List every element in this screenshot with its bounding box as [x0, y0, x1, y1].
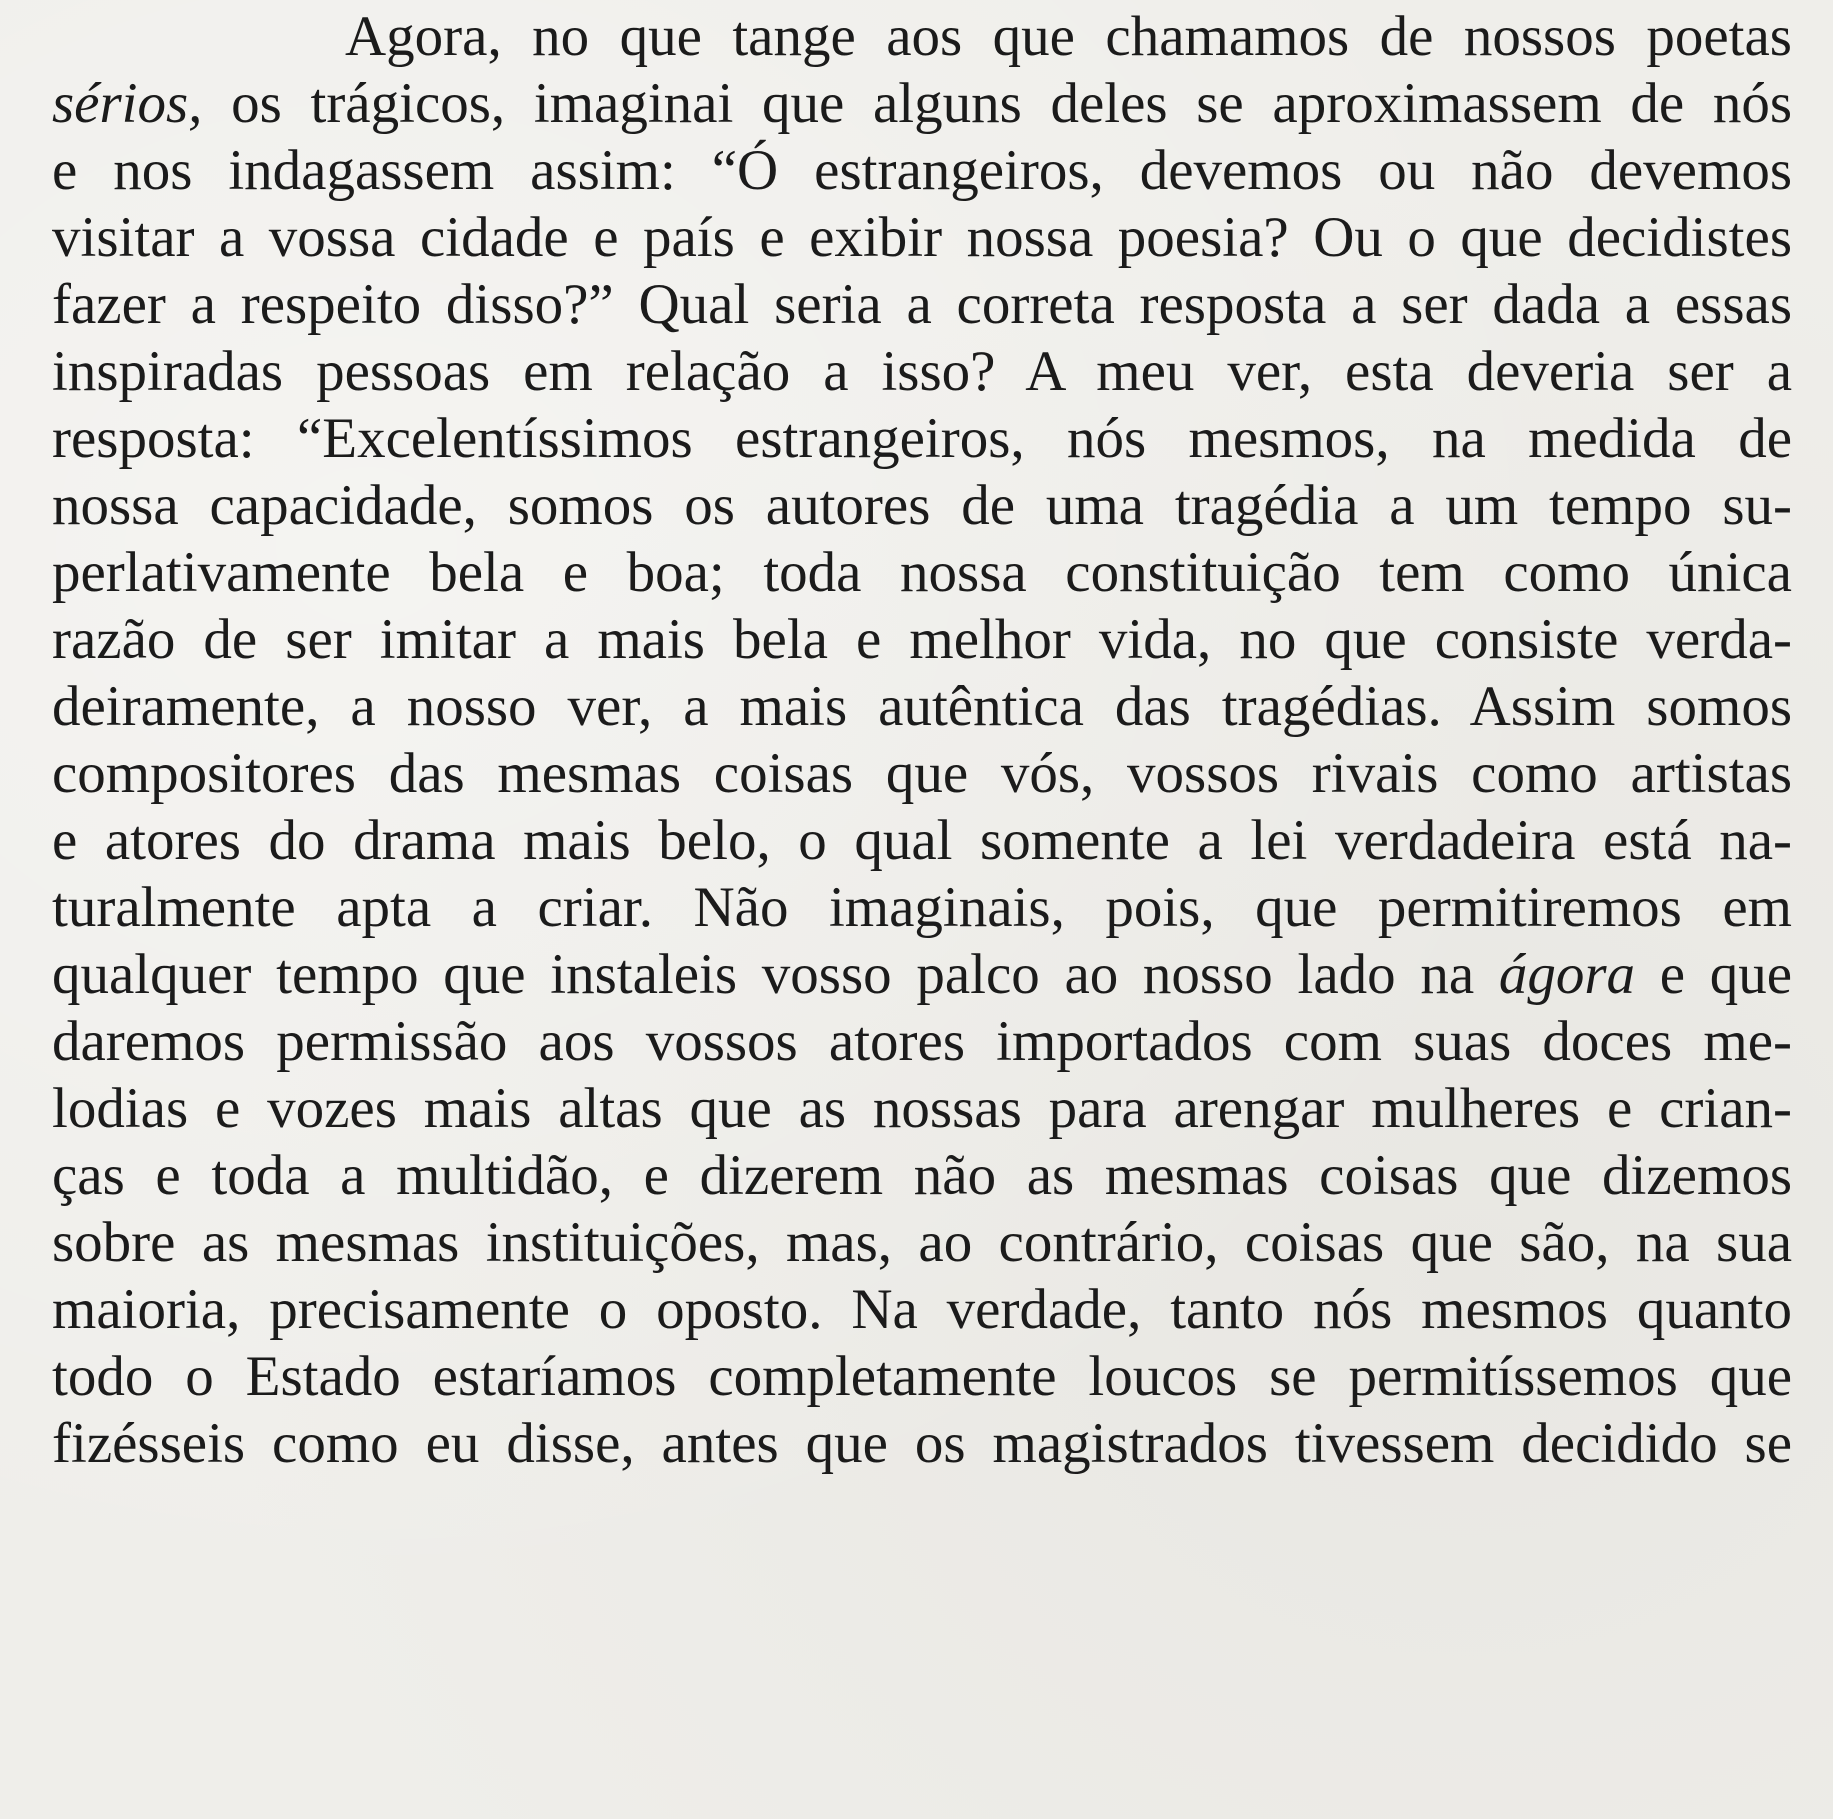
- text-line: e nos indagassem assim: “Ó estrangeiros, devemos ou não devemos: [52, 139, 1792, 202]
- text-line: deiramente, a nosso ver, a mais autêntica das tragédias. Assim somos: [52, 675, 1792, 738]
- text-line: nossa capacidade, somos os autores de uma tragédia a um tempo su-: [52, 474, 1792, 537]
- text-line: resposta: “Excelentíssimos estrangeiros, nós mesmos, na medida de: [52, 407, 1792, 470]
- text-line: lodias e vozes mais altas que as nossas para arengar mulheres e crian-: [52, 1077, 1792, 1140]
- text-line: perlativamente bela e boa; toda nossa constituição tem como única: [52, 541, 1792, 604]
- text-line: sérios, os trágicos, imaginai que alguns deles se aproximassem de nós: [52, 72, 1793, 135]
- text-line: daremos permissão aos vossos atores importados com suas doces me-: [52, 1010, 1792, 1073]
- text-line: inspiradas pessoas em relação a isso? A meu ver, esta deveria ser a: [52, 340, 1792, 403]
- text-line: razão de ser imitar a mais bela e melhor vida, no que consiste verda-: [52, 608, 1792, 671]
- text-line: sobre as mesmas instituições, mas, ao contrário, coisas que são, na sua: [52, 1211, 1792, 1274]
- text-line: Agora, no que tange aos que chamamos de nossos poetas: [345, 5, 1792, 68]
- text-line: turalmente apta a criar. Não imaginais, pois, que permitiremos em: [52, 876, 1792, 939]
- text-line: todo o Estado estaríamos completamente loucos se permitíssemos que: [52, 1345, 1792, 1408]
- text-line: e atores do drama mais belo, o qual somente a lei verdadeira está na-: [52, 809, 1792, 872]
- text-line: maioria, precisamente o oposto. Na verdade, tanto nós mesmos quanto: [52, 1278, 1792, 1341]
- text-line: compositores das mesmas coisas que vós, vossos rivais como artistas: [52, 742, 1792, 805]
- text-line: ças e toda a multidão, e dizerem não as mesmas coisas que dizemos: [52, 1144, 1792, 1207]
- text-line: qualquer tempo que instaleis vosso palco ao nosso lado na ágora e que: [52, 943, 1793, 1006]
- italic-word: ágora: [1498, 943, 1636, 1006]
- text-line: fazer a respeito disso?” Qual seria a correta resposta a ser dada a essas: [52, 273, 1792, 336]
- text-line: fizésseis como eu disse, antes que os magistrados tivessem decidido se: [52, 1412, 1792, 1475]
- text-line: visitar a vossa cidade e país e exibir nossa poesia? Ou o que decidistes: [52, 206, 1792, 269]
- italic-word: sérios,: [52, 72, 203, 135]
